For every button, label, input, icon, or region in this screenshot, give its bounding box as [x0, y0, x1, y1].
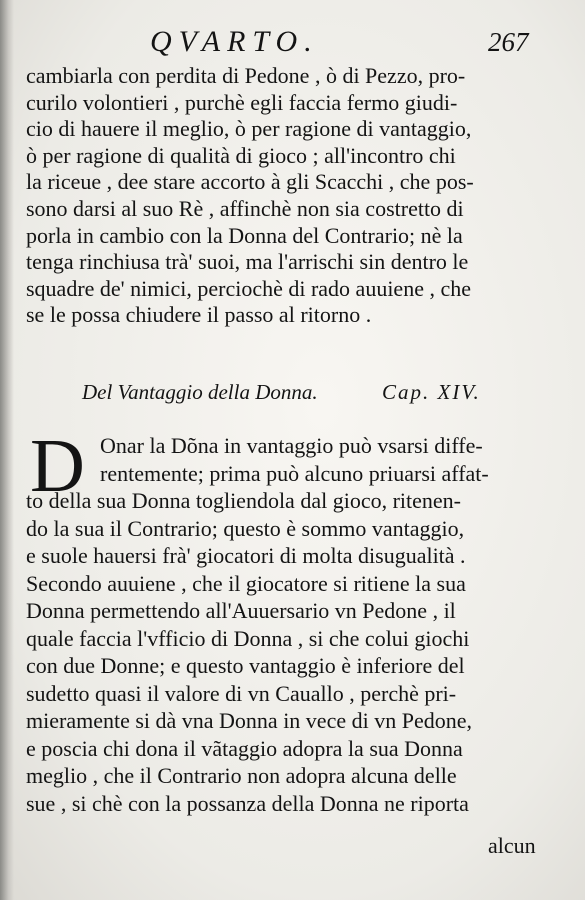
- text-line: e suole hauersi frà' giocatori di molta disugualità .: [26, 543, 466, 568]
- running-head: QVARTO.: [150, 25, 319, 58]
- paragraph-continued: [26, 63, 558, 329]
- text-line: curilo volontieri , purchè egli faccia fermo giudi-: [26, 89, 458, 115]
- text-line: tenga rinchiusa trà' suoi, ma l'arrischi sin dentro le: [26, 249, 469, 275]
- text-line: sue , si chè con la possanza della Donna ne riporta: [26, 790, 469, 816]
- text-line: quale faccia l'vfficio di Donna , si che colui giochi: [26, 625, 470, 651]
- drop-cap: D: [30, 424, 85, 508]
- catchword: alcun: [488, 833, 536, 858]
- chapter-number: Cap. XIV.: [382, 380, 481, 404]
- chapter-heading: [82, 376, 552, 408]
- text-line: sudetto quasi il valore di vn Cauallo , perchè pri-: [26, 680, 457, 706]
- text-line: cambiarla con perdita di Pedone , ò di Pezzo, pro-: [26, 63, 466, 88]
- text-line: to della sua Donna togliendola dal gioco, ritenen-: [26, 488, 461, 513]
- text-line: se le possa chiudere il passo al ritorno .: [26, 302, 372, 328]
- text-line: Secondo auuiene , che il giocatore si ritiene la sua: [26, 570, 466, 596]
- page-number: 267: [488, 27, 529, 57]
- text-line: do la sua il Contrario; questo è sommo vantaggio,: [26, 515, 465, 541]
- paragraph-lead-lines: [100, 432, 558, 487]
- text-line: e poscia chi dona il vãtaggio adopra la sua Donna: [26, 735, 463, 761]
- text-line: con due Donne; e questo vantaggio è inferiore del: [26, 653, 465, 678]
- chapter-title: Del Vantaggio della Donna.: [82, 380, 318, 404]
- page-gutter-shadow: [0, 0, 14, 900]
- paragraph-body: [26, 487, 558, 817]
- text-line: sono darsi al suo Rè , affinchè non sia costretto di: [26, 195, 464, 221]
- text-line: ò per ragione di qualità di gioco ; all'incontro chi: [26, 142, 456, 168]
- text-line: Donna permettendo all'Auuersario vn Pedone , il: [26, 598, 456, 623]
- text-line: squadre de' nimici, perciochè di rado auuiene , che: [26, 275, 471, 301]
- text-line: mieramente si dà vna Donna in vece di vn Pedone,: [26, 708, 472, 733]
- text-line: meglio , che il Contrario non adopra alcuna delle: [26, 763, 457, 788]
- text-line: Onar la Dõna in vantaggio può vsarsi diffe-: [100, 433, 483, 458]
- text-line: cio di hauere il meglio, ò per ragione di vantaggio,: [26, 116, 472, 142]
- text-line: porla in cambio con la Donna del Contrario; nè la: [26, 222, 463, 248]
- text-line: rentemente; prima può alcuno priuarsi affat-: [100, 460, 489, 486]
- text-line: la riceue , dee stare accorto à gli Scacchi , che pos-: [26, 169, 474, 195]
